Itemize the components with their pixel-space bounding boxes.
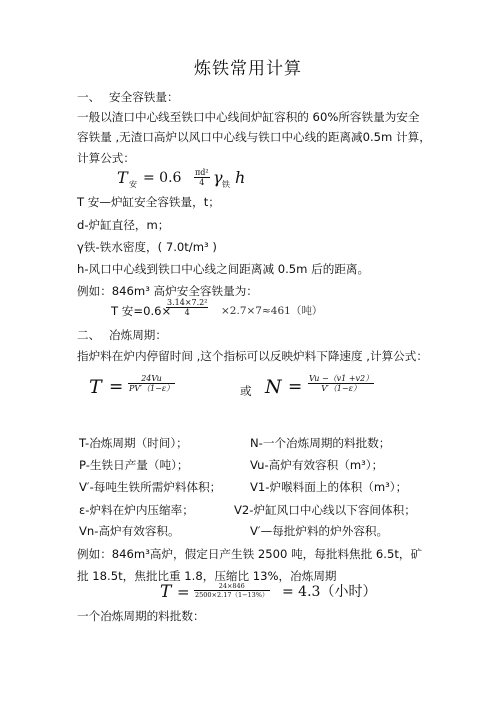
or-word: 或 — [240, 384, 252, 398]
section-1-number: 一、 — [77, 90, 101, 104]
definition-T: T 安—炉缸安全容铁量，t； — [77, 195, 220, 209]
definition-right: V′—每批炉料的炉外容积。 — [250, 524, 389, 538]
example-1-result: ×2.7×7≈461（吨） — [221, 305, 323, 317]
definition-right: V2-炉缸风口中心线以下容间体积； — [234, 503, 416, 517]
example-1-lhs: T 安=0.6× — [111, 304, 172, 318]
formula3-N: N — [265, 376, 282, 398]
definition-h: h-风口中心线到铁口中心线之间距离减 0.5m 后的距离。 — [77, 262, 370, 276]
definition-right: N-一个冶炼周期的料批数； — [250, 436, 391, 450]
example-2-equals: = — [177, 583, 190, 601]
formula3-fraction — [308, 374, 374, 393]
section-2-heading: 冶炼周期： — [109, 328, 167, 342]
section-1-heading: 安全容铁量： — [109, 90, 179, 104]
definition-gamma: γ铁-铁水密度，( 7.0t/m³ ) — [77, 240, 217, 254]
page-title: 炼铁常用计算 — [194, 59, 302, 79]
formula-coefficient: = 0.6 — [143, 170, 182, 186]
formula2-T: T — [89, 376, 102, 398]
formula-T-subscript: 安 — [129, 180, 137, 189]
section-2-number: 二、 — [77, 328, 101, 342]
definition-d: d-炉缸直径，m； — [77, 218, 170, 232]
formula2-numerator: 24Vu — [141, 374, 162, 383]
section-1-para-line1: 一般以渣口中心线至铁口中心线间炉缸容积的 60%所容铁量为安全 — [77, 110, 420, 124]
formula2-equals: = — [109, 377, 124, 397]
formula2-fraction — [128, 374, 175, 393]
formula-numerator: πd² — [195, 168, 209, 177]
formula-gamma-subscript: 铁 — [222, 180, 230, 189]
definition-left: V′-每吨生铁所需炉料体积； — [79, 480, 222, 494]
example-2-denominator: 2500×2.17（1−13%） — [195, 591, 269, 599]
example-1-intro: 例如：846m³ 高炉安全容铁量为： — [77, 284, 258, 298]
formula-h: h — [235, 168, 246, 187]
formula3-numerator: Vu −（v1 +v2） — [309, 374, 374, 383]
example-2-fraction — [194, 582, 270, 599]
definition-left: P-生铁日产量（吨）； — [79, 458, 189, 472]
definition-right: V1-炉喉料面上的体积（m³）； — [250, 480, 408, 494]
section-2-para: 指炉料在炉内停留时间 ,这个指标可以反映炉料下降速度 ,计算公式： — [77, 349, 428, 363]
section-1-para-line2: 容铁量 ,无渣口高炉以风口中心线与铁口中心线的距离减0.5m 计算， — [77, 130, 431, 144]
example-1-fraction — [166, 298, 208, 317]
example-2-line2: 批 18.5t，焦批比重 1.8，压缩比 13%，冶炼周期 — [77, 569, 337, 583]
example-1-denominator: 4 — [166, 307, 208, 317]
formula-gamma: γ — [213, 168, 223, 187]
formula-fraction — [194, 168, 210, 187]
definition-left: ε-炉料在炉内压缩率； — [79, 503, 194, 517]
example-2-numerator: 24×846 — [218, 582, 245, 590]
definition-left: T-冶炼周期（时间）； — [79, 436, 188, 450]
formula3-denominator: V′（1−ε） — [308, 383, 374, 393]
example-2-line1: 例如：846m³高炉，假定日产生铁 2500 吨，每批料焦批 6.5t，矿 — [77, 547, 423, 561]
formula2-denominator: PV′（1−ε） — [129, 384, 175, 393]
formula-denominator: 4 — [194, 177, 210, 187]
definition-right: Vu-高炉有效容积（m³）； — [250, 458, 384, 472]
example-2-T: T — [160, 582, 172, 602]
formula-T: T — [117, 168, 128, 187]
example-2-result: = 4.3（小时） — [282, 584, 377, 600]
definition-left: Vn-高炉有效容积。 — [79, 524, 180, 538]
formula3-equals: = — [288, 377, 303, 397]
section-1-para-line3: 计算公式： — [77, 151, 135, 165]
batch-count-heading: 一个冶炼周期的料批数： — [77, 609, 205, 623]
example-1-numerator: 3.14×7.2² — [167, 298, 208, 307]
